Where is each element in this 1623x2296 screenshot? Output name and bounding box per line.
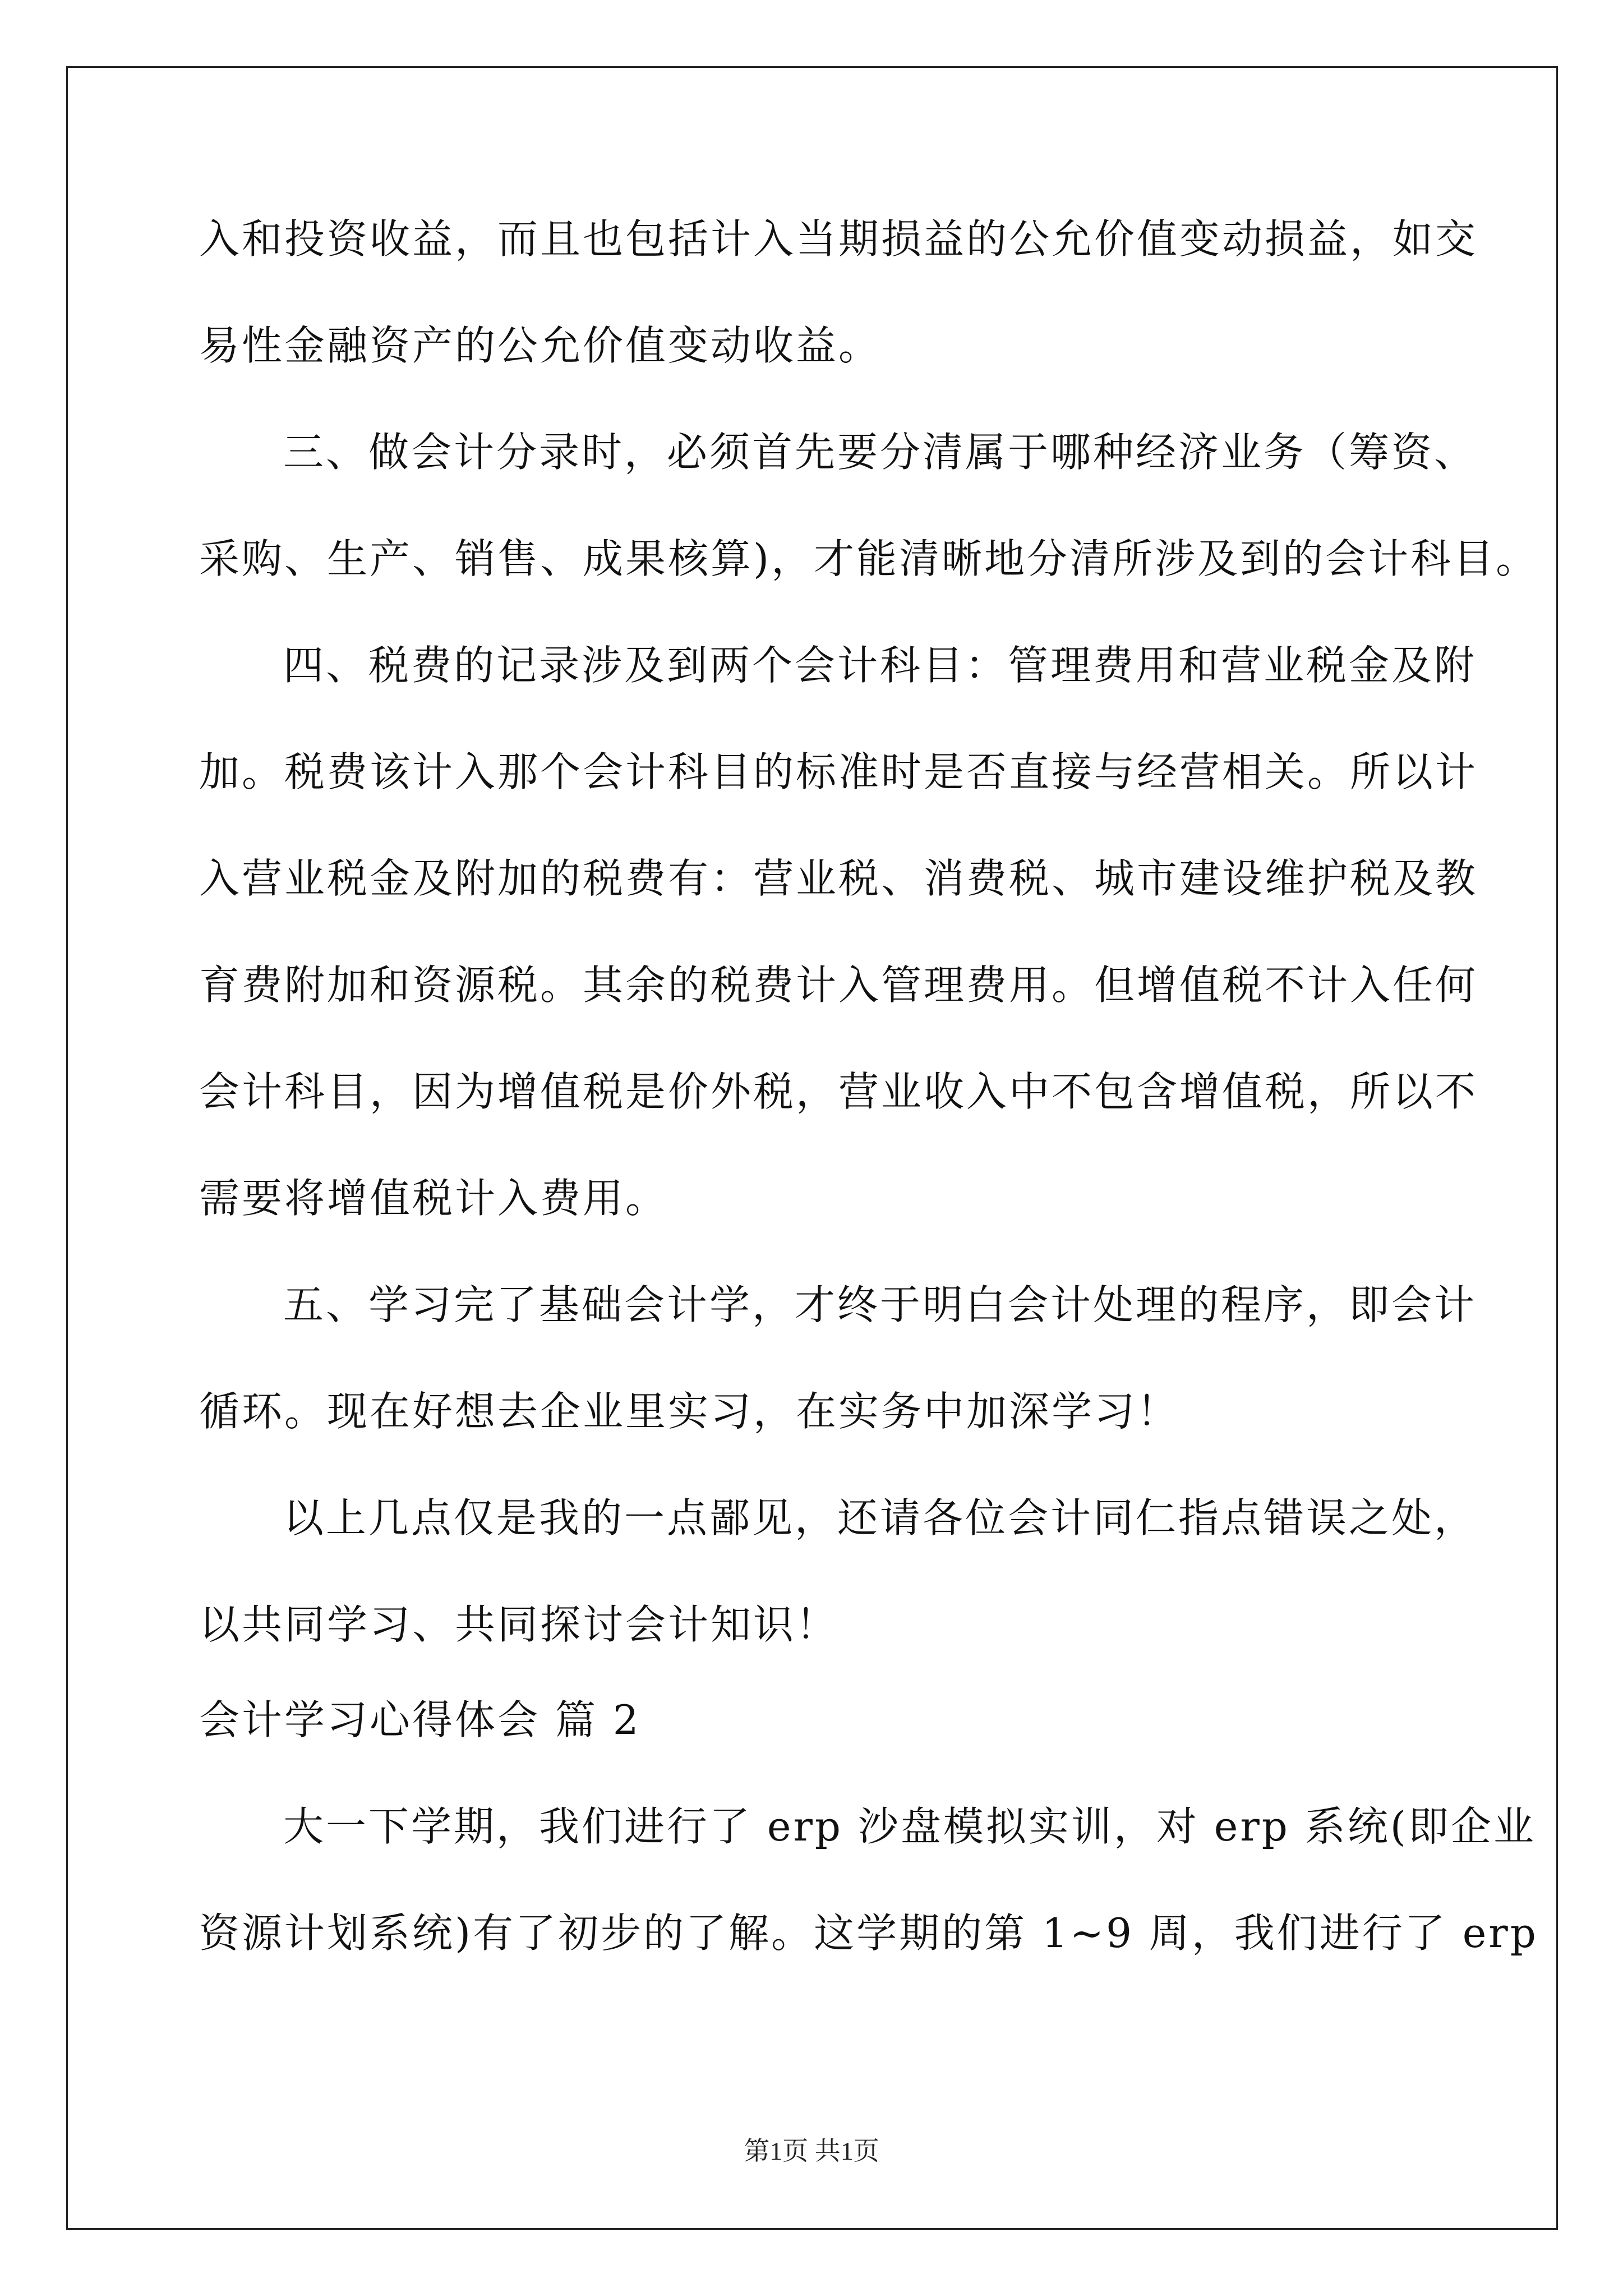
text-line: 入和投资收益，而且也包括计入当期损益的公允价值变动损益，如交 (199, 215, 1478, 263)
paragraph-4-start: 四、税费的记录涉及到两个会计科目：管理费用和营业税金及附 (283, 642, 1477, 689)
page-footer: 第1页 共1页 (744, 2137, 879, 2165)
text-line: 循环。现在好想去企业里实习，在实务中加深学习！ (199, 1388, 1180, 1435)
text-line: 会计科目，因为增值税是价外税，营业收入中不包含增值税，所以不 (199, 1068, 1478, 1115)
text-line: 需要将增值税计入费用。 (199, 1175, 668, 1222)
section-2-paragraph-start: 大一下学期，我们进行了 erp 沙盘模拟实训，对 erp 系统(即企业 (283, 1803, 1536, 1850)
text-line: 以共同学习、共同探讨会计知识！ (199, 1601, 839, 1648)
text-line: 入营业税金及附加的税费有：营业税、消费税、城市建设维护税及教 (199, 855, 1478, 902)
text-line: 采购、生产、销售、成果核算)，才能清晰地分清所涉及到的会计科目。 (199, 535, 1539, 582)
paragraph-3-start: 三、做会计分录时，必须首先要分清属于哪种经济业务（筹资、 (283, 429, 1477, 476)
text-line: 育费附加和资源税。其余的税费计入管理费用。但增值税不计入任何 (199, 961, 1478, 1009)
section-heading: 会计学习心得体会 篇 2 (199, 1696, 641, 1743)
text-line: 易性金融资产的公允价值变动收益。 (199, 322, 882, 369)
text-line: 资源计划系统)有了初步的了解。这学期的第 1~9 周，我们进行了 erp (199, 1910, 1538, 1957)
page-border (66, 66, 1558, 2230)
text-line: 加。税费该计入那个会计科目的标准时是否直接与经营相关。所以计 (199, 748, 1478, 795)
paragraph-5-start: 五、学习完了基础会计学，才终于明白会计处理的程序，即会计 (283, 1281, 1477, 1328)
closing-paragraph-start: 以上几点仅是我的一点鄙见，还请各位会计同仁指点错误之处， (283, 1494, 1477, 1542)
